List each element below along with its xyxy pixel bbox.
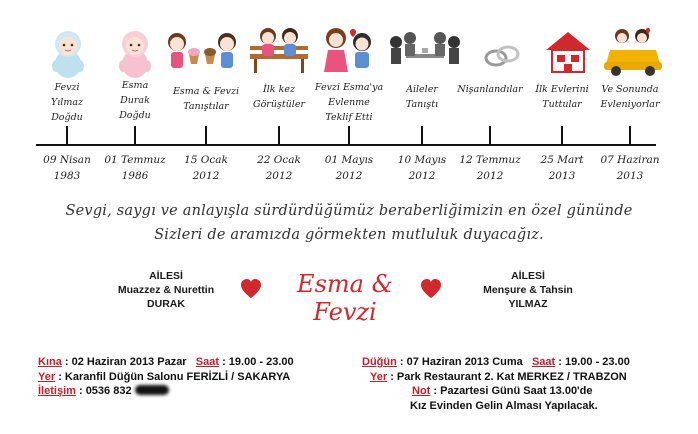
kina-place-label: Yer <box>38 370 56 383</box>
dugun-time: : 19.00 - 23.00 <box>558 356 630 368</box>
groom-family <box>428 269 628 311</box>
event-label: İlk Evlerini Tuttular <box>535 84 589 110</box>
dugun-label: Düğün <box>362 356 397 368</box>
dugun-note-line-2: Kız Evinden Gelin Alması Yapılacak. <box>410 399 598 412</box>
event-date: 25 Mart 2013 <box>540 154 584 182</box>
event-label: Nişanlandılar <box>457 84 523 95</box>
dugun-date: : 07 Haziran 2013 Cuma <box>399 356 523 368</box>
timeline-tick <box>205 126 207 146</box>
verse-line-2: Sizleri de aramızda görmekten mutluluk duyacağız. <box>154 227 544 243</box>
dugun-place: : Park Restaurant 2. Kat MERKEZ / TRABZON <box>390 370 627 383</box>
event-label: Fevzi Yılmaz Doğdu <box>50 82 84 123</box>
kina-contact-label: İletişim <box>38 385 76 397</box>
kina-contact: : 0536 832 <box>78 385 132 397</box>
event-label: İlk kez Görüştüler <box>253 84 305 110</box>
event-date: 09 Nisan 1983 <box>43 154 91 182</box>
event-label: Aileler Tanıştı <box>405 84 439 110</box>
event-label: Esma Durak Doğdu <box>119 80 151 121</box>
timeline-axis <box>36 144 656 146</box>
event-date: 12 Temmuz 2012 <box>459 154 521 182</box>
house-icon <box>538 24 598 80</box>
bride-family-title: AİLESİ <box>149 270 183 282</box>
kina-details <box>38 355 294 399</box>
bride-family-surname: DURAK <box>147 298 185 310</box>
groom-family-title: AİLESİ <box>511 270 545 282</box>
timeline-tick <box>278 126 280 146</box>
couple-bench-icon <box>246 24 312 80</box>
dugun-note-label: Not <box>412 385 431 397</box>
dugun-place-label: Yer <box>370 370 388 383</box>
families-meeting-icon <box>386 24 464 80</box>
dugun-date-row <box>362 355 630 370</box>
dugun-details <box>362 355 630 413</box>
event-date: 22 Ocak 2012 <box>257 154 301 182</box>
event-label: Ve Sonunda Evleniyorlar <box>600 84 660 110</box>
event-date: 10 Mayıs 2012 <box>397 154 447 182</box>
heart-icon <box>420 279 442 299</box>
kina-time: : 19.00 - 23.00 <box>222 356 294 368</box>
dugun-time-label: Saat <box>531 356 556 368</box>
verse-line-1: Sevgi, saygı ve anlayışla sürdürdüğümüz beraberliğimizin en özel gününde <box>65 203 633 219</box>
dugun-note-row <box>362 384 630 399</box>
timeline-tick <box>66 126 68 146</box>
kina-time-label: Saat <box>195 356 220 368</box>
baby-girl-icon <box>103 24 167 80</box>
bride-family-parents: Muazzez & Nurettin <box>117 284 215 296</box>
timeline-tick <box>561 126 563 146</box>
timeline-tick <box>489 126 491 146</box>
event-date: 01 Temmuz 1986 <box>104 154 166 182</box>
kina-place-row <box>38 370 294 385</box>
heart-icon <box>240 279 262 299</box>
bride-family <box>66 269 266 311</box>
wedding-car-icon <box>600 24 666 80</box>
proposal-icon <box>320 24 380 80</box>
kina-date-row <box>38 355 294 370</box>
kina-label: Kına <box>38 356 62 368</box>
kina-date: : 02 Haziran 2013 Pazar <box>64 356 187 368</box>
event-date: 01 Mayıs 2012 <box>324 154 374 182</box>
baby-boy-icon <box>36 24 100 80</box>
event-label: Esma & Fevzi Tanıştılar <box>172 86 240 112</box>
kina-place: : Karanfil Düğün Salonu FERİZLİ / SAKARYA <box>58 370 291 383</box>
timeline-tick <box>134 126 136 146</box>
timeline-tick <box>348 126 350 146</box>
kina-contact-row <box>38 384 294 399</box>
dugun-place-row <box>362 370 630 385</box>
couple-cupcake-icon <box>165 24 239 80</box>
redacted-phone-digits <box>135 385 169 395</box>
groom-family-parents: Menşure & Tahsin <box>483 284 573 296</box>
event-label: Fevzi Esma'ya Evlenme Teklif Etti <box>314 82 384 123</box>
event-date: 15 Ocak 2012 <box>184 154 228 182</box>
dugun-note-line-1: : Pazartesi Günü Saat 13.00'de <box>433 385 593 397</box>
couple-names: Esma & Fevzi <box>297 270 393 326</box>
rings-icon <box>472 24 532 80</box>
timeline-tick <box>421 126 423 146</box>
groom-family-surname: YILMAZ <box>508 298 548 310</box>
event-date: 07 Haziran 2013 <box>600 154 660 182</box>
timeline-tick <box>629 126 631 146</box>
couple-block <box>240 266 450 326</box>
